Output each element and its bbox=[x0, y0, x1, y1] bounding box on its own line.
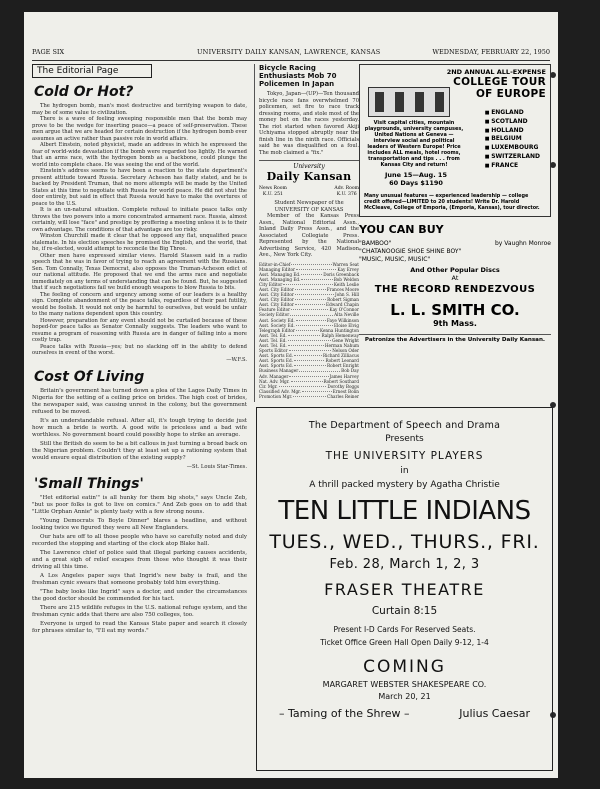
editorial-paragraph: Other men have expressed similar views. Harold Stassen said in a radio speech that he was in favor of trying to reach an agreement with the Russians. Sen. Tom Connally, Texas Democrat, also opposes the Truman-Acheson edict of our national attitude. He proposed that we end the arms race and negotiate immediately on any terms of understanding that can be found. But, he suggested that if such negotiations fail we build enough weapons to blow Russia to bits. bbox=[32, 252, 247, 291]
song-artist: by Vaughn Monroe bbox=[494, 240, 551, 247]
staff-role: Asst. Sports Ed. bbox=[259, 358, 293, 364]
play-theatre: FRASER THEATRE bbox=[324, 580, 485, 599]
editorial-paragraph: It is an un-natural situation. Complete refusal to initiate peace talks only throws the two powers into a more concentrated armament race. Russia, almost certainly, will lose "face" and prestige by proffering a meeting unless it is to their own advantage. The conditions of that advantage are too risky. bbox=[32, 207, 247, 233]
staff-role: Business Manager bbox=[259, 368, 299, 374]
tour-country: ■ SCOTLAND bbox=[485, 118, 540, 127]
staff-name: Robert Sigman bbox=[327, 297, 359, 303]
play-players: THE UNIVERSITY PLAYERS bbox=[325, 450, 484, 462]
song-list bbox=[359, 240, 551, 264]
editorial-paragraph: There is a wave of feeling sweeping responsible men that the bomb may prove to be the wedge for inserting peace—a peace of self-preservation. These men argue that we are headed for certain destruction if the hydrogen bomb ever assumes an active rather than passive role in world affairs. bbox=[32, 116, 247, 142]
staff-role: City Editor bbox=[259, 281, 283, 287]
staff-role: Asst. Managing Ed. bbox=[259, 271, 301, 277]
leader-dots bbox=[295, 297, 326, 300]
leader-dots bbox=[295, 302, 325, 305]
leader-dots bbox=[291, 307, 328, 310]
staff-role: Asst. City Editor bbox=[259, 297, 294, 303]
page-label: PAGE SIX bbox=[32, 48, 65, 56]
staff-name: Nelson Oder bbox=[332, 348, 359, 354]
play-dept: The Department of Speech and Drama bbox=[308, 420, 501, 431]
staff-name: Richard Zilliacus bbox=[323, 353, 359, 359]
staff-role: Sports Editor bbox=[259, 348, 288, 354]
leader-dots bbox=[296, 318, 326, 321]
play-dates: Feb. 28, March 1, 2, 3 bbox=[329, 557, 480, 572]
record-ad bbox=[359, 223, 551, 343]
tour-country: ■ HOLLAND bbox=[485, 127, 540, 136]
staff-name: Warren Seat bbox=[332, 261, 359, 267]
editorial-title-cold-or-hot: Cold Or Hot? bbox=[34, 84, 134, 100]
leader-dots bbox=[289, 374, 328, 377]
staff-name: Robert Enright bbox=[326, 363, 359, 369]
play-coming: COMING bbox=[363, 657, 446, 677]
leader-dots bbox=[301, 277, 332, 280]
divider bbox=[259, 160, 359, 161]
college-building-logo bbox=[368, 87, 450, 117]
tour-country: ■ SWITZERLAND bbox=[485, 153, 540, 162]
europe-tour-ad bbox=[359, 64, 551, 217]
staff-role: Managing Editor bbox=[259, 266, 295, 272]
staff-role: Asst. Managing Ed. bbox=[259, 276, 301, 282]
masthead bbox=[32, 48, 550, 61]
bicycle-story-headline: Bicycle Racing Enthusiasts Mob 70 Policemen In Japan bbox=[259, 64, 337, 88]
leader-dots bbox=[295, 292, 334, 295]
nameplate-membership: Member of the Kansas Press Assn., National Editorial Assn., Inland Daily Press Assn., and the Associated Collegiate Press. Represented by the National Advertising Service, 420 Madison Ave., New York City. bbox=[259, 213, 359, 258]
editorial-signature: —W.F.S. bbox=[226, 356, 247, 363]
leader-dots bbox=[295, 287, 326, 290]
patronize-line: Patronize the Advertisers in the University Daily Kansan. bbox=[359, 334, 551, 343]
song-item bbox=[359, 240, 551, 248]
leader-dots bbox=[293, 394, 326, 397]
editorial-body-small-things bbox=[32, 495, 247, 635]
record-ad-at: At bbox=[451, 274, 459, 282]
bicycle-story-body: Tokyo, Japan—(UP)—Ten thousand bicycle race fans overwhelmed 70 policemen, set fire to race track dressing rooms, and stole most of the money bet on the races yesterday. The riot started when favored Akiji Uchiyama stopped abruptly near the finish line in the ninth race. Officials said he was disqualified on a foul. The mob claimed a "fix." bbox=[259, 91, 359, 156]
song-item bbox=[359, 248, 551, 256]
staff-name: James Harvey bbox=[329, 373, 359, 379]
song-title: "CHATANOOGIE SHOE SHINE BOY" bbox=[359, 248, 462, 255]
record-ad-other: And Other Popular Discs bbox=[410, 266, 500, 274]
company-address: 9th Mass. bbox=[433, 319, 477, 328]
play-titles bbox=[257, 707, 552, 720]
news-room-phone: News Room K.U. 251 bbox=[259, 186, 287, 197]
editorial-paragraph: Winston Churchill made it clear that he opposed any flat, unqualified peace stalemate. In his election speeches he promised the English, and the world, that he, if re-elected, would attempt to reconcile the Big Three. bbox=[32, 233, 247, 252]
adv-room-phone: Adv. Room K.U. 376 bbox=[334, 186, 359, 197]
record-store-name: THE RECORD RENDEZVOUS bbox=[374, 284, 536, 295]
staff-name: Kay O'Connor bbox=[329, 307, 359, 313]
editorial-paragraph: Albert Einstein, noted physicist, made an address in which he expressed the fear of world-wide devastation if the bomb were regarded too lightly. He warned that an arms race, with the hydrogen bomb as a backbone, could plunge the world into complete chaos. He was seeing the end of the world. bbox=[32, 142, 247, 168]
tour-blurb: Visit capital cities, mountain playgrounds, university campuses, United Nations at Geneva — interview social and political leaders of Western Europe! Price includes ALL meals, hotel rooms, transportation and tips . . . from Kansas City and return! bbox=[364, 120, 464, 168]
editorial-paragraph: Einstein's address seems to have been a reaction to the state department's present attitude toward Russia. Secretary Acheson has flatly stated, and he is backed by President Truman, that no more attempts will be made by the United States at this time to negotiate with Russia for world peace. He did not shut the door entirely, but said in effect that Russia would have to make the overtures of peace to the U.S. bbox=[32, 168, 247, 207]
leader-dots bbox=[294, 363, 326, 366]
staff-name: Charles Reiner bbox=[327, 393, 359, 399]
staff-name: Doris Greenback bbox=[323, 271, 359, 277]
editorial-paragraph: There are 215 wildlife refuges in the U.S. national refuge system, and the freshman cynic adds that there are also 750 colleges, too. bbox=[32, 604, 247, 618]
staff-role: Asst. Tel. Ed. bbox=[259, 332, 287, 338]
staff-name: Bob Weldon bbox=[333, 276, 359, 282]
play-title: TEN LITTLE INDIANS bbox=[278, 496, 531, 526]
editorial-column bbox=[32, 64, 247, 770]
staff-role: Asst. Society Ed. bbox=[259, 322, 295, 328]
leader-dots bbox=[301, 272, 322, 275]
editorial-paragraph: Peace talks with Russia—yes; but no slacking off in the ability to defend ourselves in event of the worst. bbox=[32, 343, 247, 356]
editorial-body-cold-or-hot bbox=[32, 103, 247, 357]
leader-dots bbox=[291, 262, 331, 265]
editorial-source: —St. Louis Star-Times. bbox=[186, 463, 247, 470]
leader-dots bbox=[288, 338, 331, 341]
editorial-paragraph: It's an understandable refusal. After all, it's tough trying to decide just how much a bride is worth. A good wife is priceless and a bad wife worthless. No government board could possibly hope to strike an average. bbox=[32, 417, 247, 438]
editorial-page-label: The Editorial Page bbox=[32, 64, 152, 78]
play-title-caesar: Julius Caesar bbox=[459, 707, 530, 720]
paper-name: UNIVERSITY DAILY KANSAN, LAWRENCE, KANSAS bbox=[197, 48, 381, 56]
song-title: "MUSIC, MUSIC, MUSIC" bbox=[359, 256, 431, 263]
ads-column bbox=[359, 64, 551, 402]
song-title: "BAMBOO" bbox=[359, 240, 392, 247]
staff-role: Classified Adv. Mgr. bbox=[259, 388, 302, 394]
staff-name: Ernest Bolin bbox=[332, 388, 359, 394]
tour-country: ■ BELGIUM bbox=[485, 135, 540, 144]
editorial-paragraph: Still the British do seem to be a bit callous in just turning a broad back on the Nigerian problem. Couldn't they at least set up a rationing system that would ensure equal distribution of the existing supply? bbox=[32, 440, 247, 461]
staff-role: Asst. City Editor bbox=[259, 292, 294, 298]
staff-name: Herman Nahum bbox=[324, 343, 359, 348]
editorial-paragraph: "Het editorial eatin'" is all hunky for them big shots," says Uncle Zeb, "but us poor folks is got to live on comics." And Zeb goes on to add that "Little Orphan Annie" is plenty tasty with a few strong nouns. bbox=[32, 494, 247, 515]
editorial-title-small-things: 'Small Things' bbox=[34, 475, 144, 492]
play-coming-dates: March 20, 21 bbox=[378, 692, 431, 701]
play-days: TUES., WED., THURS., FRI. bbox=[269, 531, 540, 553]
nameplate-title: Daily Kansan bbox=[266, 170, 352, 183]
staff-role: Cir. Mgr. bbox=[259, 383, 278, 389]
tour-countries bbox=[485, 109, 540, 171]
editorial-paragraph: The Lawrence chief of police said that illegal parking causes accidents, and a great sigh of relief escapes from those who thought it was their driving all this time. bbox=[32, 549, 247, 570]
leader-dots bbox=[290, 312, 333, 315]
editorial-title-cost-of-living: Cost Of Living bbox=[34, 368, 145, 385]
editorial-paragraph: "The baby looks like Ingrid" says a doctor, and under the circumstances the good doctor should be commended for his tact. bbox=[32, 588, 247, 602]
staff-name: Robert Southard bbox=[323, 378, 359, 384]
tour-country: ■ LUXEMBOURG bbox=[485, 144, 540, 153]
play-title-shrew: – Taming of the Shrew – bbox=[279, 707, 410, 720]
staff-role: Adv. Manager bbox=[259, 373, 289, 379]
staff-name: Dorothy Boggs bbox=[327, 383, 359, 389]
editorial-paragraph: "Young Democrats To Boyle Dinner" blares a headline, and without looking twice we figured they were all New Englanders. bbox=[32, 517, 247, 531]
newspaper-page bbox=[24, 12, 558, 778]
leader-dots bbox=[283, 282, 333, 285]
editorial-paragraph: However, preparation for any event should not be curtailed because of these hoped-for peace talks as Senator Connally suggests. The leaders who want to resume a program of reasoning with Russia are in danger of falling into a more costly trap. bbox=[32, 317, 247, 343]
staff-name: Faye Wilkinson bbox=[326, 317, 359, 323]
staff-name: Gene Wright bbox=[332, 337, 359, 343]
staff-name: Robert Leonard bbox=[325, 358, 359, 364]
nameplate-phones bbox=[259, 186, 359, 197]
staff-name: Ralph Hemenway bbox=[321, 332, 359, 338]
play-thrill: A thrill packed mystery by Agatha Christie bbox=[309, 480, 500, 490]
play-curtain: Curtain 8:15 bbox=[371, 605, 438, 617]
leader-dots bbox=[296, 323, 333, 326]
company-name: L. L. SMITH CO. bbox=[390, 301, 520, 319]
play-present-card: Present I-D Cards For Reserved Seats. bbox=[333, 625, 476, 634]
staff-list bbox=[259, 262, 359, 400]
leader-dots bbox=[288, 343, 324, 346]
staff-name: Kenna Huntington bbox=[319, 327, 359, 333]
staff-role: Feature Editor bbox=[259, 307, 291, 313]
leader-dots bbox=[279, 384, 327, 387]
staff-role: Society Editor bbox=[259, 312, 290, 318]
play-ticket-office: Ticket Office Green Hall Open Daily 9-12, 1-4 bbox=[320, 638, 489, 647]
play-presents: Presents bbox=[385, 434, 424, 444]
editorial-paragraph: The hydrogen bomb, man's most destructive and terrifying weapon to date, may be of some value to civilization. bbox=[32, 103, 247, 116]
tour-footer: Many unusual features — experienced leadership — college credit offered—LIMITED to 20 students! Write Dr. Harold McCleave, College of Emporia, (Emporia, Kansas), tour director. bbox=[364, 193, 540, 211]
tour-line1: 2ND ANNUAL ALL-EXPENSE bbox=[446, 68, 546, 76]
editorial-paragraph: Our hats are off to all those people who have so carefully noted and duly recorded the stopping and starting of the clock atop Blake hall. bbox=[32, 533, 247, 547]
leader-dots bbox=[289, 348, 332, 351]
editorial-body-cost-of-living bbox=[32, 388, 247, 462]
editorial-paragraph: A Los Angeles paper says that Ingrid's new baby is frail, and the freshman cynic swears that someone probably told him everything. bbox=[32, 572, 247, 586]
song-item bbox=[359, 256, 551, 264]
play-in: in bbox=[400, 466, 409, 476]
nameplate-subtitle: Student Newspaper of the UNIVERSITY OF KANSAS bbox=[274, 200, 344, 213]
staff-role: Promotion Mgr. bbox=[259, 393, 293, 399]
leader-dots bbox=[294, 353, 322, 356]
staff-role: Asst. City Editor bbox=[259, 302, 294, 308]
editorial-paragraph: The feeling of concern and urgency among some of our leaders is a healthy sign. Complete abandonment of the peace talks, regardless of their past futility, would be foolish. It would not only be harmful to ourselves, but would be unfair to the many nations dependent upon this country. bbox=[32, 291, 247, 317]
staff-name: Alta Neville bbox=[334, 312, 359, 318]
leader-dots bbox=[291, 379, 323, 382]
leader-dots bbox=[296, 328, 319, 331]
tour-country: ■ FRANCE bbox=[485, 162, 540, 171]
editorial-paragraph: Britain's government has turned down a plea of the Lagos Daily Times in Nigeria for the setting of a ceiling price on brides. The high cost of brides, the newspaper said, was causing unrest in the colony, but the government refused to be moved. bbox=[32, 387, 247, 415]
staff-role: Asst. Sports Ed. bbox=[259, 363, 293, 369]
staff-role: Asst. Society Ed. bbox=[259, 317, 295, 323]
leader-dots bbox=[294, 358, 325, 361]
leader-dots bbox=[296, 267, 336, 270]
staff-name: John S. Hill bbox=[335, 292, 359, 298]
staff-role: Telegraph Editor bbox=[259, 327, 295, 333]
staff-role: Asst. Tel. Ed. bbox=[259, 337, 287, 343]
tour-country: ■ ENGLAND bbox=[485, 109, 540, 118]
staff-role: Nat. Adv. Mgr. bbox=[259, 378, 290, 384]
staff-name: Eloise Elvig bbox=[334, 322, 359, 328]
staff-name: Frances Moore bbox=[326, 286, 359, 292]
tour-dates: June 15—Aug. 15 60 Days $1190 bbox=[385, 171, 447, 187]
staff-name: Bob Day bbox=[341, 368, 359, 374]
staff-row bbox=[259, 394, 359, 399]
leader-dots bbox=[288, 333, 321, 336]
staff-name: Edward Chapin bbox=[326, 302, 359, 308]
staff-name: Kay Ervey bbox=[337, 266, 359, 272]
tour-line3: OF EUROPE bbox=[475, 88, 546, 100]
play-company: MARGARET WEBSTER SHAKESPEARE CO. bbox=[322, 680, 487, 689]
record-ad-heading: YOU CAN BUY bbox=[359, 223, 444, 236]
issue-date: WEDNESDAY, FEBRUARY 22, 1950 bbox=[432, 48, 550, 56]
news-column bbox=[254, 64, 359, 402]
staff-role: Asst. City Editor bbox=[259, 286, 294, 292]
staff-role: Editor-in-Chief bbox=[259, 261, 291, 267]
play-ad bbox=[256, 407, 553, 771]
nameplate-university: University bbox=[293, 163, 325, 170]
editorial-paragraph: Everyone is urged to read the Kansas State paper and search it closely for phrases similar to, "I'll eat my words." bbox=[32, 620, 247, 634]
leader-dots bbox=[302, 389, 332, 392]
staff-name: Keith Leslie bbox=[333, 281, 359, 287]
tour-line2: COLLEGE TOUR bbox=[453, 76, 546, 88]
staff-role: Asst. Sports Ed. bbox=[259, 353, 293, 359]
staff-role: Asst. Tel. Ed. bbox=[259, 343, 287, 348]
leader-dots bbox=[299, 368, 340, 371]
